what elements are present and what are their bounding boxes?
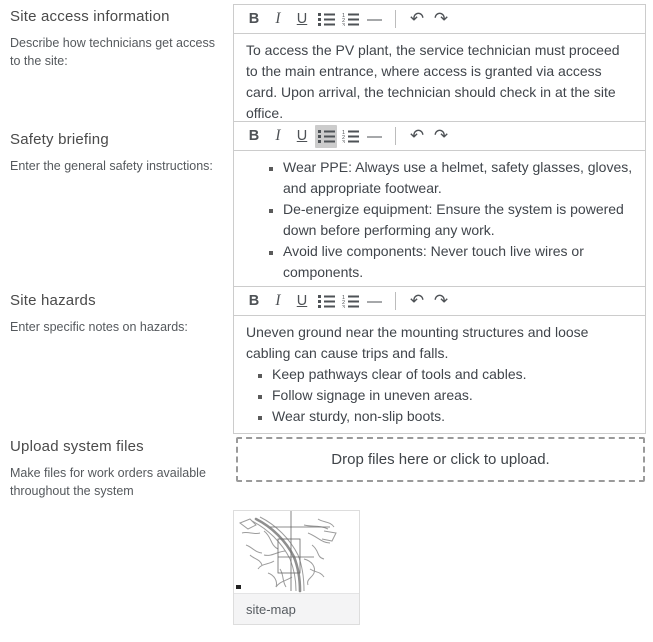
dropzone-label: Drop files here or click to upload. — [331, 451, 550, 468]
unordered-list-button[interactable] — [315, 125, 337, 148]
italic-button[interactable]: I — [267, 8, 289, 31]
ordered-list-button[interactable] — [339, 125, 361, 148]
bold-button[interactable]: B — [243, 290, 265, 313]
section-title: Site hazards — [10, 292, 96, 309]
section-title: Site access information — [10, 8, 170, 25]
horizontal-rule-button[interactable]: — — [363, 290, 385, 313]
editor-content[interactable] — [234, 34, 645, 130]
file-name: site-map — [246, 601, 296, 617]
italic-button[interactable]: I — [267, 290, 289, 313]
bullet-item: ▪ Follow signage in uneven areas. — [272, 385, 633, 406]
ordered-list-icon — [342, 12, 359, 26]
bold-button[interactable]: B — [243, 8, 265, 31]
section-upload-label — [10, 438, 222, 500]
editor-paragraph: Uneven ground near the mounting structures and loose cabling can cause trips and falls. — [246, 324, 589, 361]
section-site-hazards-label — [10, 292, 222, 336]
section-safety-briefing-label — [10, 131, 222, 175]
toolbar-divider — [395, 10, 396, 28]
editor-bullet-list — [246, 364, 633, 427]
editor-toolbar — [234, 5, 645, 34]
section-description: Enter the general safety instructions: — [10, 159, 213, 173]
section-site-access-label — [10, 8, 222, 70]
svg-text:1: 1 — [341, 130, 345, 136]
unordered-list-button[interactable] — [315, 290, 337, 313]
section-title: Upload system files — [10, 438, 144, 455]
file-caption — [234, 593, 359, 624]
undo-button[interactable]: ↶ — [406, 125, 428, 148]
svg-text:3: 3 — [341, 23, 345, 26]
ordered-list-icon — [342, 129, 359, 143]
svg-text:1: 1 — [341, 295, 345, 301]
horizontal-rule-button[interactable]: — — [363, 8, 385, 31]
unordered-list-button[interactable] — [315, 8, 337, 31]
section-title: Safety briefing — [10, 131, 109, 148]
bullet-item: ▪ De-energize equipment: Ensure the system is powered down before performing any work. — [283, 199, 633, 241]
undo-button[interactable]: ↶ — [406, 8, 428, 31]
svg-text:1: 1 — [341, 13, 345, 19]
italic-button[interactable]: I — [267, 125, 289, 148]
section-description: Make files for work orders available throughout the system — [10, 466, 206, 498]
redo-button[interactable]: ↷ — [430, 290, 452, 313]
svg-text:2: 2 — [341, 300, 345, 306]
bullet-item: ▪ Wear sturdy, non-slip boots. — [272, 406, 633, 427]
editor-toolbar — [234, 122, 645, 151]
bullet-item: ▪ Wear PPE: Always use a helmet, safety glasses, gloves, and appropriate footwear. — [283, 157, 633, 199]
underline-button[interactable]: U — [291, 8, 313, 31]
redo-button[interactable]: ↷ — [430, 8, 452, 31]
unordered-list-icon — [318, 129, 335, 143]
file-dropzone[interactable] — [236, 437, 645, 482]
toolbar-divider — [395, 127, 396, 145]
site-access-editor — [233, 4, 646, 131]
editor-toolbar — [234, 287, 645, 316]
undo-button[interactable]: ↶ — [406, 290, 428, 313]
toolbar-divider — [395, 292, 396, 310]
editor-content[interactable] — [234, 151, 645, 289]
site-map-thumbnail — [234, 511, 359, 593]
section-description: Describe how technicians get access to the site: — [10, 36, 215, 68]
ordered-list-button[interactable] — [339, 8, 361, 31]
svg-text:3: 3 — [341, 140, 345, 143]
site-hazards-editor — [233, 286, 646, 434]
unordered-list-icon — [318, 294, 335, 308]
safety-briefing-editor — [233, 121, 646, 290]
svg-text:3: 3 — [341, 305, 345, 308]
bullet-item: ▪ Keep pathways clear of tools and cables. — [272, 364, 633, 385]
horizontal-rule-button[interactable]: — — [363, 125, 385, 148]
bullet-item: ▪ Avoid live components: Never touch live wires or components. — [283, 241, 633, 283]
unordered-list-icon — [318, 12, 335, 26]
redo-button[interactable]: ↷ — [430, 125, 452, 148]
bold-button[interactable]: B — [243, 125, 265, 148]
ordered-list-icon — [342, 294, 359, 308]
editor-paragraph: To access the PV plant, the service technician must proceed to the main entrance, where access is granted via access card. Upon arrival, the technician should check in at the site office. — [246, 42, 620, 121]
editor-bullet-list — [246, 157, 633, 283]
ordered-list-button[interactable] — [339, 290, 361, 313]
underline-button[interactable]: U — [291, 290, 313, 313]
uploaded-file-card[interactable] — [233, 510, 360, 625]
underline-button[interactable]: U — [291, 125, 313, 148]
section-description: Enter specific notes on hazards: — [10, 320, 188, 334]
editor-content[interactable] — [234, 316, 645, 433]
svg-text:2: 2 — [341, 18, 345, 24]
svg-text:2: 2 — [341, 135, 345, 141]
